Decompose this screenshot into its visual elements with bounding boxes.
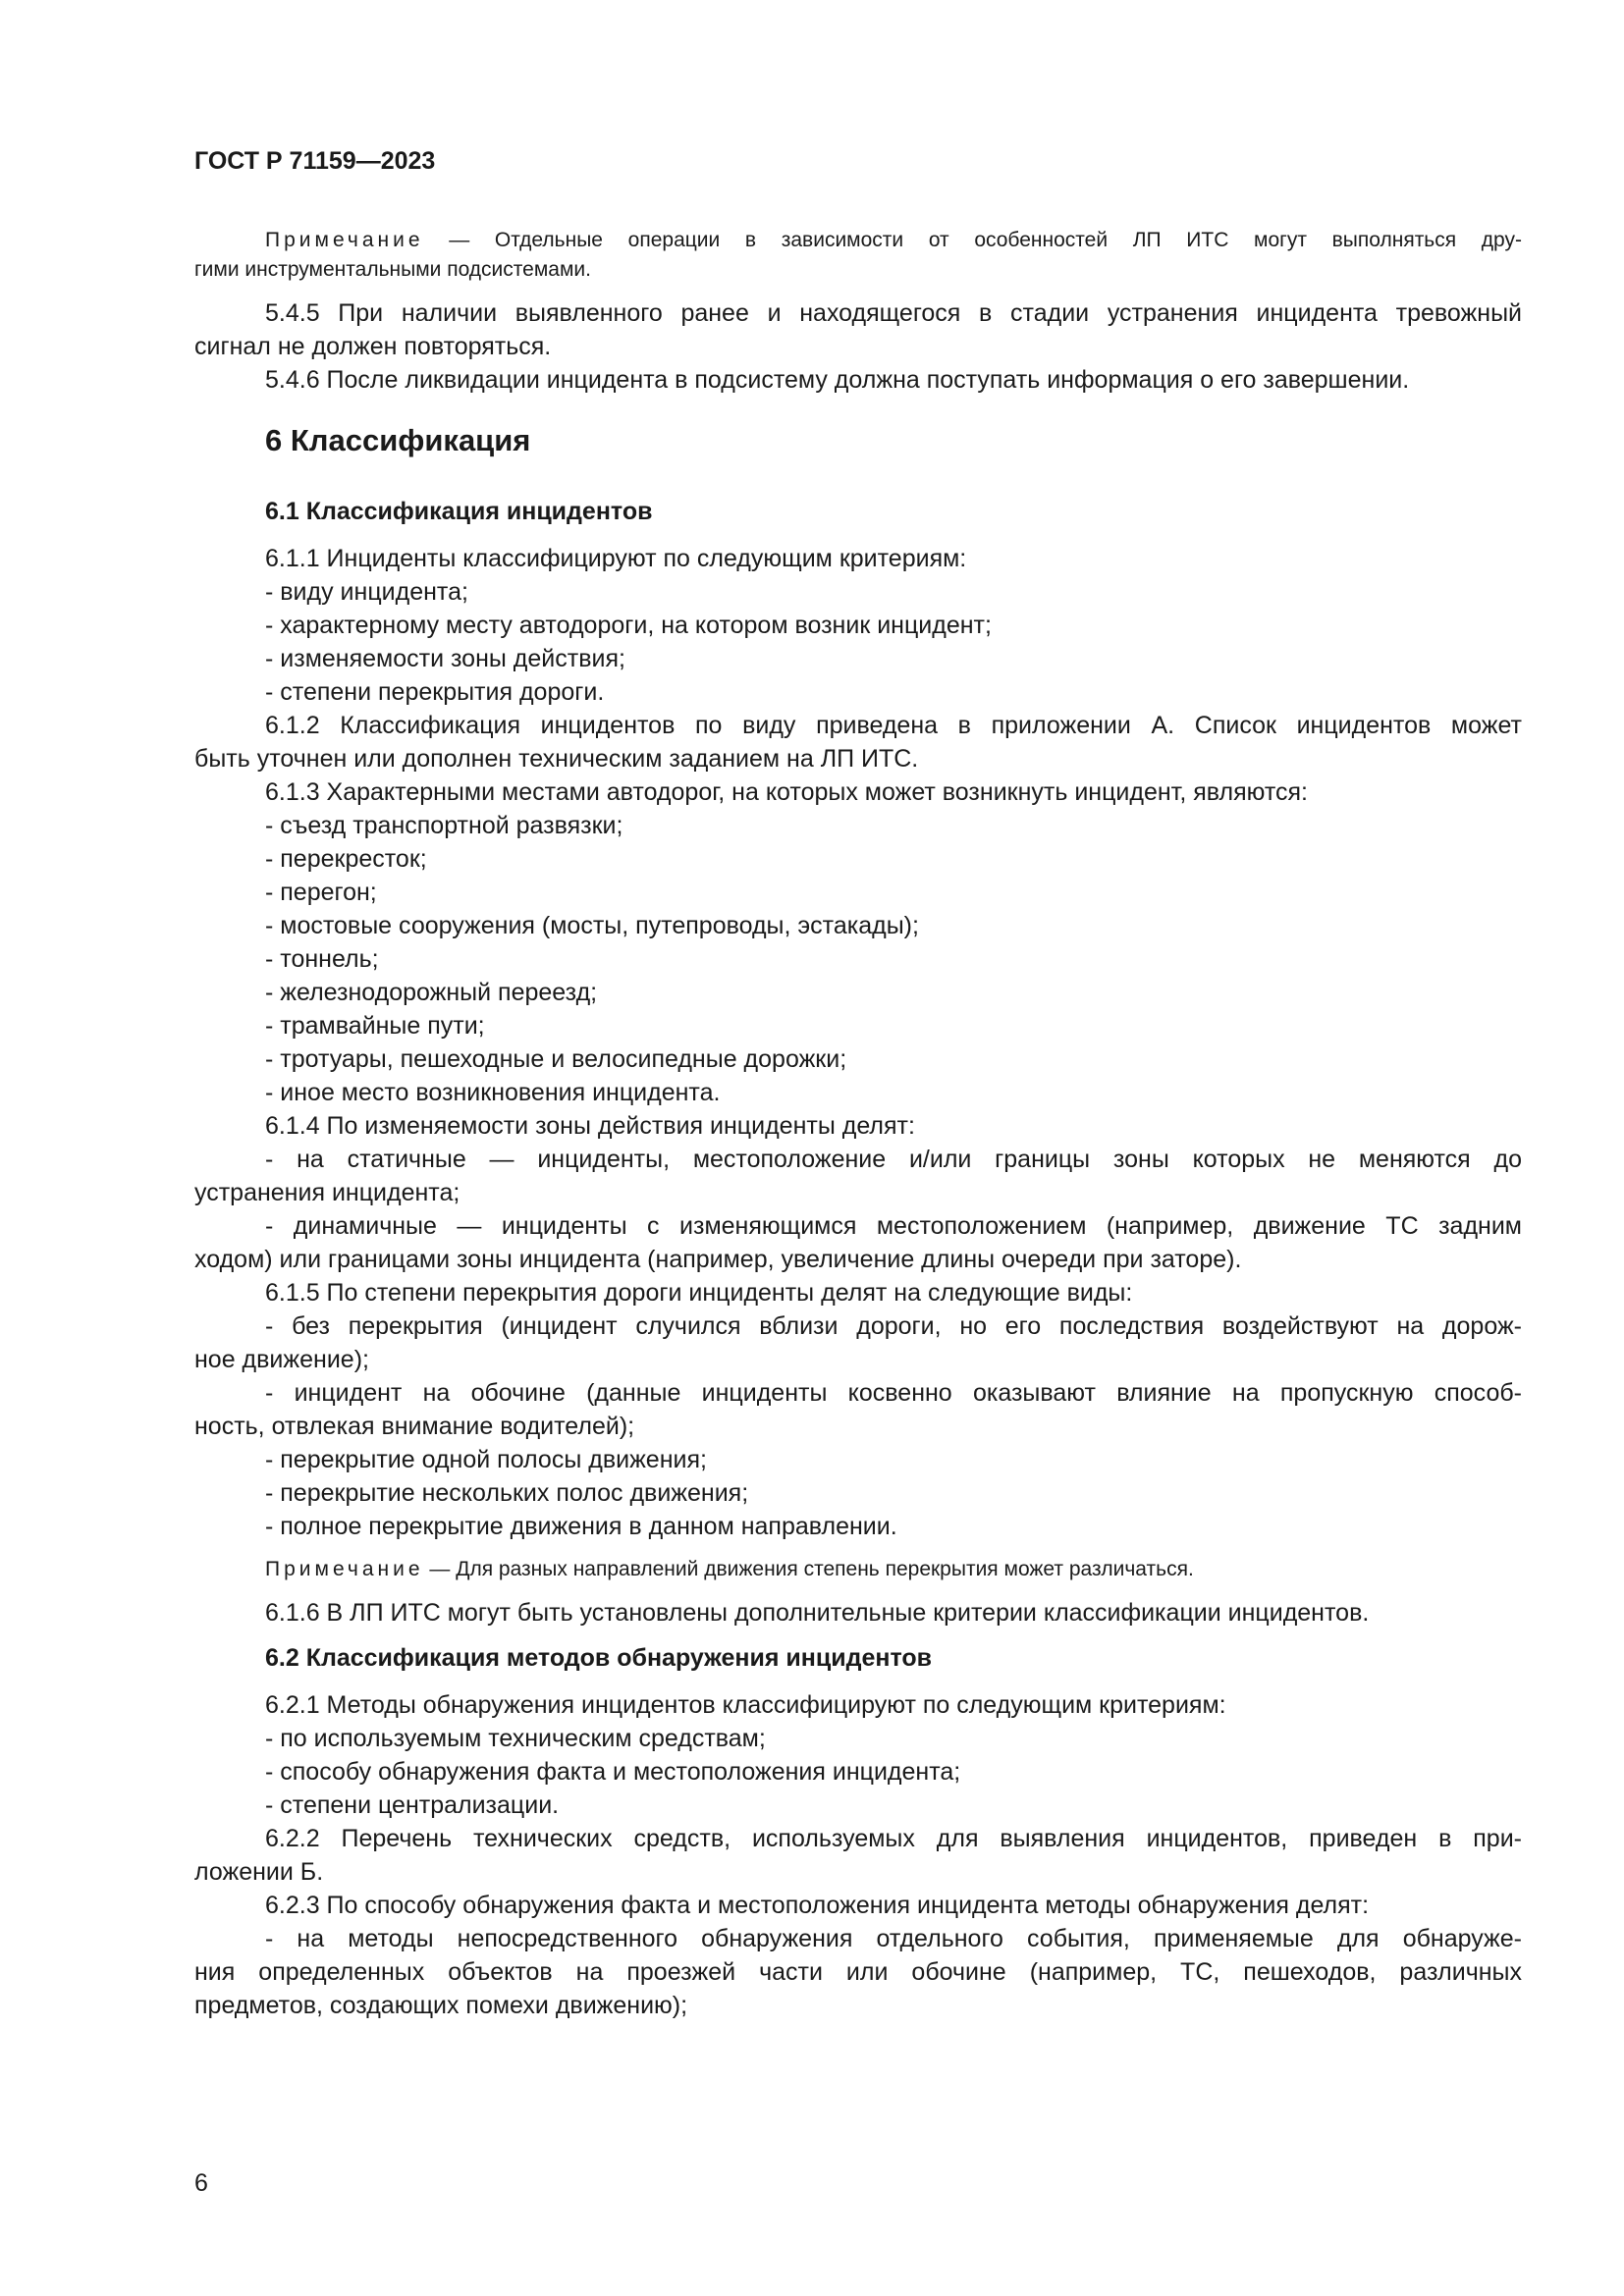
note-text: Для разных направлений движения степень перекрытия может различаться. [456, 1558, 1194, 1580]
note-line: Примечание — Для разных направлений движения степень перекрытия может различаться. [265, 1558, 1194, 1580]
list-item: - по используемым техническим средствам; [265, 1725, 766, 1752]
paragraph-6-1-6: 6.1.6 В ЛП ИТС могут быть установлены дополнительные критерии классификации инцидентов. [265, 1599, 1370, 1627]
list-item: - инцидент на обочине (данные инциденты косвенно оказывают влияние на пропускную способ- [265, 1379, 1522, 1407]
paragraph-5-4-5: 5.4.5 При наличии выявленного ранее и находящегося в стадии устранения инцидента тревожный [265, 299, 1522, 327]
paragraph-line: устранения инцидента; [194, 1179, 460, 1206]
paragraph-line: ходом) или границами зоны инцидента (например, увеличение длины очереди при заторе). [194, 1246, 1242, 1273]
list-item: - перекрытие одной полосы движения; [265, 1446, 707, 1473]
section-6-2-heading: 6.2 Классификация методов обнаружения инцидентов [265, 1644, 933, 1672]
running-header: ГОСТ Р 71159—2023 [194, 147, 436, 175]
section-6-heading: 6 Классификация [265, 423, 531, 457]
list-item: - полное перекрытие движения в данном направлении. [265, 1513, 897, 1540]
paragraph-line: быть уточнен или дополнен техническим заданием на ЛП ИТС. [194, 745, 919, 773]
list-item: - изменяемости зоны действия; [265, 645, 625, 672]
note-label: Примечание [265, 1558, 424, 1580]
paragraph-6-1-2: 6.1.2 Классификация инцидентов по виду приведена в приложении А. Список инцидентов может [265, 712, 1522, 739]
paragraph-6-1-4: 6.1.4 По изменяемости зоны действия инциденты делят: [265, 1112, 915, 1140]
list-item: - перекресток; [265, 845, 427, 873]
paragraph-6-1-3: 6.1.3 Характерными местами автодорог, на которых может возникнуть инцидент, являются: [265, 778, 1308, 806]
list-item: - трамвайные пути; [265, 1012, 485, 1040]
list-item: - на статичные — инциденты, местоположение и/или границы зоны которых не меняются до [265, 1146, 1522, 1173]
paragraph-6-1-1: 6.1.1 Инциденты классифицируют по следующим критериям: [265, 545, 967, 572]
paragraph-6-2-3: 6.2.3 По способу обнаружения факта и местоположения инцидента методы обнаружения делят: [265, 1892, 1370, 1919]
list-item: - без перекрытия (инцидент случился вблизи дороги, но его последствия воздействуют на дорож- [265, 1312, 1522, 1340]
list-item: - способу обнаружения факта и местоположения инцидента; [265, 1758, 961, 1786]
paragraph-5-4-6: 5.4.6 После ликвидации инцидента в подсистему должна поступать информация о его завершении. [265, 366, 1410, 394]
page-content [194, 226, 1522, 2022]
list-item: - тоннель; [265, 945, 379, 973]
list-item: - перегон; [265, 879, 377, 906]
list-item: - тротуары, пешеходные и велосипедные дорожки; [265, 1045, 847, 1073]
page-number: 6 [194, 2169, 208, 2197]
note-text: Отдельные операции в зависимости от особенностей ЛП ИТС могут выполняться дру- [494, 229, 1522, 251]
paragraph-line: предметов, создающих помехи движению); [194, 1992, 688, 2019]
paragraph-line: ное движение); [194, 1346, 369, 1373]
list-item: - характерному месту автодороги, на котором возник инцидент; [265, 612, 992, 639]
list-item: - съезд транспортной развязки; [265, 812, 623, 839]
list-item: - виду инцидента; [265, 578, 468, 606]
paragraph-6-2-1: 6.2.1 Методы обнаружения инцидентов классифицируют по следующим критериям: [265, 1691, 1226, 1719]
list-item: - степени централизации. [265, 1791, 560, 1819]
list-item: - мостовые сооружения (мосты, путепроводы, эстакады); [265, 912, 919, 939]
section-6-1-heading: 6.1 Классификация инцидентов [265, 498, 653, 525]
paragraph-6-2-2: 6.2.2 Перечень технических средств, используемых для выявления инцидентов, приведен в при- [265, 1825, 1522, 1852]
list-item: - перекрытие нескольких полос движения; [265, 1479, 749, 1507]
list-item: - динамичные — инциденты с изменяющимся местоположением (например, движение ТС задним [265, 1212, 1522, 1240]
paragraph-line: ложении Б. [194, 1858, 324, 1886]
paragraph-line: ность, отвлекая внимание водителей); [194, 1413, 635, 1440]
note-line: Примечание — Отдельные операции в зависимости от особенностей ЛП ИТС могут выполняться дру- [265, 229, 1522, 251]
note-label: Примечание [265, 229, 424, 251]
list-item: - степени перекрытия дороги. [265, 678, 605, 706]
list-item: - железнодорожный переезд; [265, 979, 598, 1006]
paragraph-line: сигнал не должен повторяться. [194, 333, 552, 360]
note-line: гими инструментальными подсистемами. [194, 258, 591, 281]
paragraph-6-1-5: 6.1.5 По степени перекрытия дороги инциденты делят на следующие виды: [265, 1279, 1133, 1307]
list-item: - иное место возникновения инцидента. [265, 1079, 721, 1106]
list-item: - на методы непосредственного обнаружения отдельного события, применяемые для обнаруже- [265, 1925, 1522, 1952]
paragraph-line: ния определенных объектов на проезжей части или обочине (например, ТС, пешеходов, различных [194, 1958, 1522, 1986]
